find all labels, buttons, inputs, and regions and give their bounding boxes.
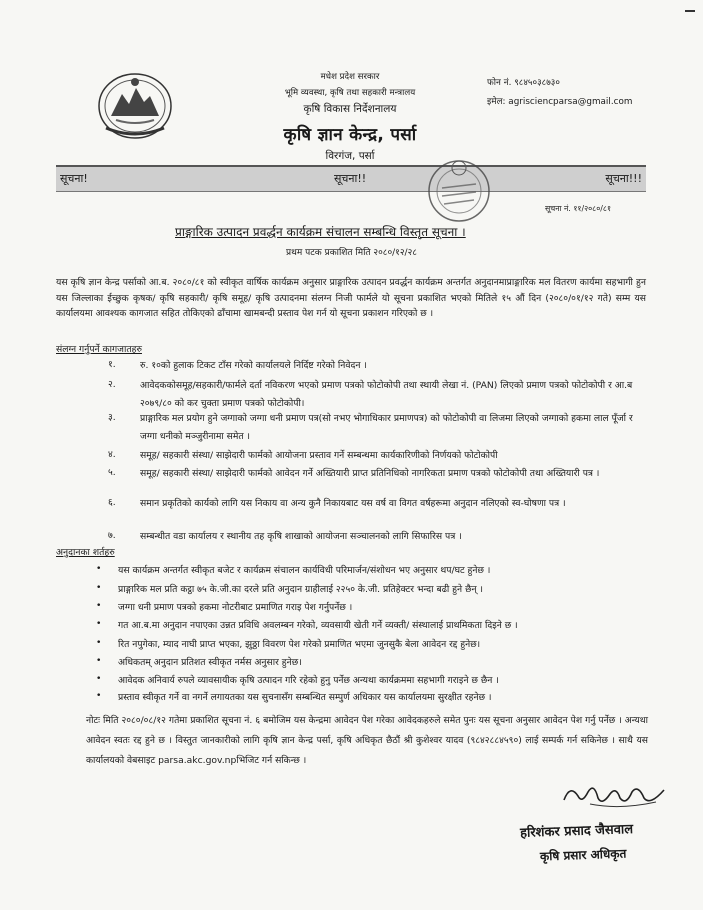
directorate-name: कृषि विकास निर्देशनालय	[303, 103, 397, 115]
condition-text: अधिकतम् अनुदान प्रतिशत स्वीकृत नर्मस अनुसार हुनेछ।	[118, 657, 302, 668]
bullet-icon: •	[96, 582, 102, 593]
document-number: ३.	[108, 412, 116, 423]
condition-text: जग्गा धनी प्रमाण पत्रको हकमा नोटरीबाट प्रमाणित गराइ पेश गर्नुपर्नेछ ।	[118, 602, 353, 613]
intro-paragraph: यस कृषि ज्ञान केन्द्र पर्साको आ.ब. २०८०/८१ को स्वीकृत वार्षिक कार्यक्रम अनुसार प्राङ्गारिक उत्पादन प्रवर्द्धन कार्यक्रम अन्तर्गत अनुदानमाप्राङ्गारिक मल वितरण कार्यमा सहभागी हुन यस जिल्लाका ईच्छुक कृषक/ कृषि सहकारी/ कृषि समूह/ कृषि उत्पादनमा संलग्न निजी फार्मले यो सूचना प्रकाशित भएको मितिले १५ औं दिन (२०८०/०१/१२ गते) सम्म यस कार्यालयमा आवश्यक कागजात सहित तोकिएको ढाँचामा खामबन्दी प्रस्ताव पेश गर्न यो सूचना प्रकाशन गरिएको छ ।	[56, 277, 646, 319]
signature-image	[560, 780, 670, 812]
document-number: ७.	[108, 530, 116, 541]
document-item	[108, 410, 648, 446]
document-number: ४.	[108, 449, 116, 460]
bullet-icon: •	[96, 673, 102, 684]
email-address: इमेल: agrisciencparsa@gmail.com	[487, 97, 633, 107]
document-number: १.	[108, 359, 116, 370]
bullet-icon: •	[96, 563, 102, 574]
condition-text: प्रस्ताव स्वीकृत गर्ने वा नगर्ने लगायतका यस सुचनासँग सम्बन्धित सम्पुर्ण अधिकार यस कार्यालयमा सुरक्षीत रहनेछ ।	[118, 692, 492, 703]
document-item	[108, 357, 648, 377]
document-item	[108, 447, 648, 467]
bullet-icon: •	[96, 690, 102, 701]
condition-text: यस कार्यक्रम अन्तर्गत स्वीकृत बजेट र कार्यक्रम संचालन कार्यविधी परिमार्जन/संशोधन भए अनुसार थप/घट हुनेछ ।	[118, 565, 491, 576]
office-seal-stamp	[418, 150, 500, 232]
signatory-post: कृषि प्रसार अधिकृत	[539, 846, 627, 864]
document-text: सम्बन्धीत वडा कार्यालय र स्थानीय तह कृषि शाखाको आयोजना सञ्चालनको लागि सिफारिस पत्र ।	[140, 531, 462, 542]
notice-banner	[56, 165, 646, 192]
document-text: समूह/ सहकारी संस्था/ साझेदारी फार्मको आवेदन गर्ने अख्तियारी प्राप्त प्रतिनिधिको नागरिकता प्रमाण पत्रको फोटोकोपी तथा अख्तियारी पत्र ।	[140, 468, 600, 479]
notice-number: सूचना नं. ११/२०८०/८१	[545, 204, 612, 213]
office-name: कृषि ज्ञान केन्द्र, पर्सा	[283, 125, 417, 145]
documents-heading: संलग्न गर्नुपर्ने कागजातहरु	[56, 344, 142, 355]
government-emblem-icon	[96, 70, 174, 140]
signatory-name: हरिशंकर प्रसाद जैसवाल	[519, 822, 634, 841]
office-city: विरगंज, पर्सा	[325, 150, 375, 162]
document-item	[108, 528, 648, 548]
notice-banner-right: सूचना!!!	[605, 172, 642, 185]
conditions-heading: अनुदानका शर्तहरु	[56, 547, 115, 558]
government-name: मधेश प्रदेश सरकार	[320, 72, 380, 82]
document-number: ५.	[108, 467, 116, 478]
publication-date: प्रथम पटक प्रकाशित मिति २०८०/१२/२८	[286, 248, 417, 258]
document-number: ६.	[108, 497, 116, 508]
document-text: समान प्रकृतिको कार्यको लागि यस निकाय वा अन्य कुनै निकायबाट यस वर्ष वा विगत वर्षहरूमा अनुदान नलिएको स्व-घोषणा पत्र ।	[140, 498, 566, 509]
condition-text: गत आ.ब.मा अनुदान नपाएका उन्नत प्रविधि अवलम्बन गरेको, व्यवसायी खेती गर्ने व्यक्ती/ संस्थालाई प्राथमिकता दिइने छ ।	[118, 620, 518, 631]
bullet-icon: •	[96, 655, 102, 666]
document-text: प्राङ्गारिक मल प्रयोग हुने जग्गाको जग्गा धनी प्रमाण पत्र(सो नभए भोगाधिकार प्रमाणपत्र) को फोटोकोपी वा लिजमा लिएको जग्गाको हकमा लाल पूँर्जा र जग्गा धनीको मञ्जुरीनामा समेत ।	[140, 413, 633, 442]
document-item	[108, 377, 648, 413]
condition-text: प्राङ्गारिक मल प्रति कट्ठा ७५ के.जी.का दरले प्रति अनुदान ग्राहीलाई २२५० के.जी. प्रतिहेक्टर भन्दा बढी हुने छैन् ।	[118, 584, 484, 595]
note-paragraph: नोटः मिति २०८०/०८/१२ गतेमा प्रकाशित सूचना नं. ६ बमोजिम यस केन्द्रमा आवेदन पेश गरेका आवेदकहरुले समेत पुनः यस सूचना अनुसार आवेदन पेश गर्नु पर्नेछ । अन्यथा आवेदन स्वतः रद्द हुने छ । विस्तुत जानकारीको लागि कृषि ज्ञान केन्द्र पर्सा, कृषि अधिकृत छैठौं श्री कुशेश्वर यादव (९८४२८८४५९०) लाई सम्पर्क गर्न सकिनेछ । साथै यस कार्यालयको वेबसाइट parsa.akc.gov.npभिजिट गर्न सकिन्छ ।	[86, 715, 648, 766]
notice-title: प्राङ्गारिक उत्पादन प्रवर्द्धन कार्यक्रम संचालन सम्बन्धि विस्तृत सूचना ।	[175, 225, 466, 239]
phone-number: फोन नं. ९८४५०३८७३०	[487, 78, 560, 88]
bullet-icon: •	[96, 637, 102, 648]
document-text: रु. १०को हुलाक टिकट टाँस गरेको कार्यालयले निर्दिष्ट गरेको निवेदन ।	[140, 360, 367, 371]
scan-edge-mark	[685, 10, 695, 12]
condition-text: रित नपुगेका, म्याद नाघी प्राप्त भएका, झुठ्ठा विवरण पेश गरेको प्रमाणित भएमा जुनसुकै बेला आवेदन रद्द हुनेछ।	[118, 639, 481, 650]
condition-text: आवेदक अनिवार्य रुपले व्यावसायीक कृषि उत्पादन गरि रहेको हुनु पर्नेछ अन्यथा कार्यक्रममा सहभागी गराइने छ छैन ।	[118, 675, 499, 686]
document-number: २.	[108, 379, 116, 390]
document-text: समूह/ सहकारी संस्था/ साझेदारी फार्मको आयोजना प्रस्ताव गर्ने सम्बन्धमा कार्यकारिणीको निर्णयको फोटोकोपी	[140, 450, 498, 461]
notice-banner-left: सूचना!	[60, 172, 88, 185]
bullet-icon: •	[96, 618, 102, 629]
document-text: आवेदककोसमूह/सहकारी/फार्मले दर्ता नविकरण भएको प्रमाण पत्रको फोटोकोपी तथा स्थायी लेखा नं. (PAN) लिएको प्रमाण पत्रको फोटोकोपी र आ.ब २०७९/८० को कर चुक्ता प्रमाण पत्रको फोटोकोपी।	[140, 380, 633, 409]
notice-banner-center: सूचना!!	[334, 172, 367, 185]
document-item	[108, 495, 648, 531]
ministry-name: भूमि व्यवस्था, कृषि तथा सहकारी मन्त्रालय	[284, 88, 416, 98]
bullet-icon: •	[96, 600, 102, 611]
